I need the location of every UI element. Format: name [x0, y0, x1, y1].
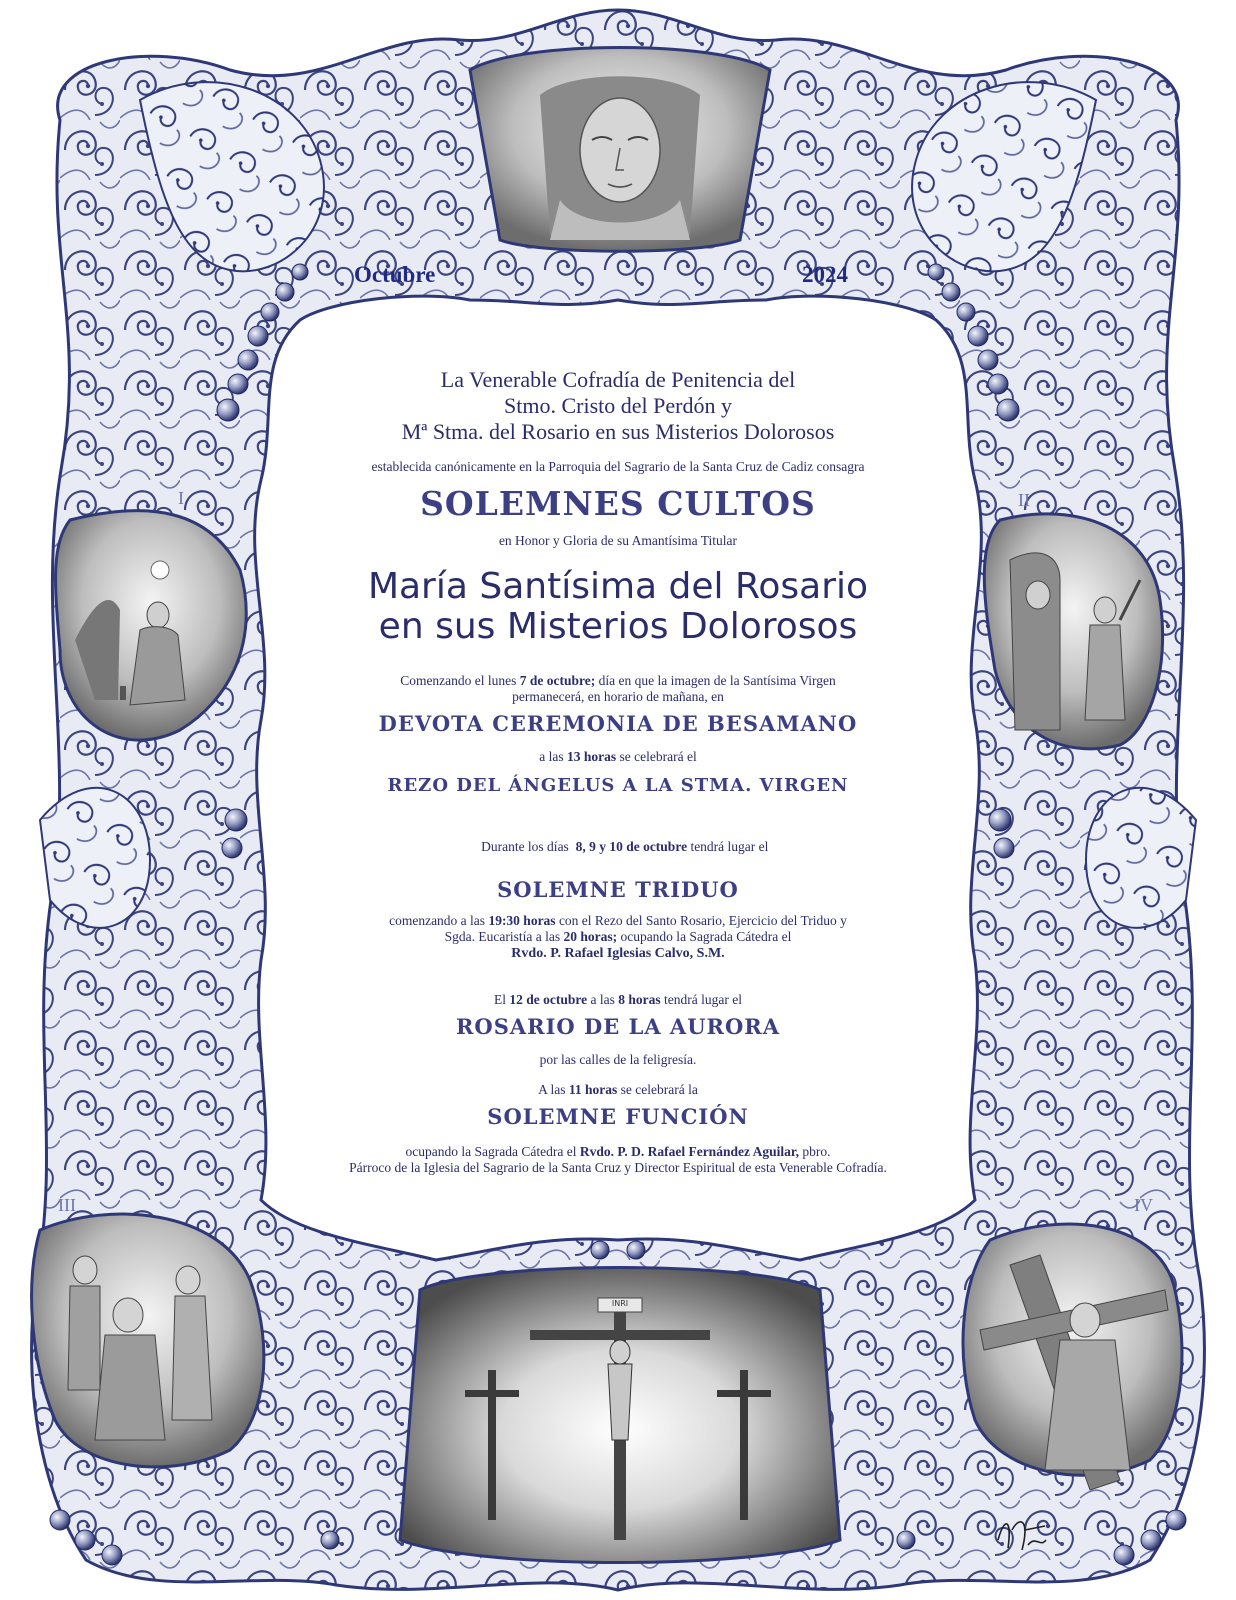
- angelus-intro: a las 13 horas se celebrará el: [539, 749, 697, 764]
- angelus-title: REZO DEL ÁNGELUS A LA STMA. VIRGEN: [387, 775, 849, 796]
- virgin-name-line-2: en sus Misterios Dolorosos: [378, 606, 858, 647]
- main-title: SOLEMNES CULTOS: [420, 484, 816, 523]
- header-month: Octubre: [354, 262, 436, 287]
- triduo-preacher: Rvdo. P. Rafael Iglesias Calvo, S.M.: [511, 946, 725, 961]
- funcion-desc-1: ocupando la Sagrada Cátedra el Rvdo. P. D. Rafael Fernández Aguilar, pbro.: [405, 1144, 831, 1159]
- announcement-text: [300, 355, 936, 1176]
- numeral-ii: II: [1018, 490, 1030, 510]
- numeral-iii: III: [58, 1195, 76, 1215]
- virgin-name-line-1: María Santísima del Rosario: [367, 566, 869, 607]
- aurora-intro: El 12 de octubre a las 8 horas tendrá lugar el: [494, 992, 742, 1007]
- triduo-desc-2: Sgda. Eucaristía a las 20 horas; ocupando la Sagrada Cátedra el: [444, 929, 792, 944]
- brotherhood-line-2: Stmo. Cristo del Perdón y: [504, 393, 732, 418]
- vignette-crucifixion: [400, 1268, 840, 1563]
- header-year: 2024: [802, 262, 848, 287]
- triduo-desc-1: comenzando a las 19:30 horas con el Rezo del Santo Rosario, Ejercicio del Triduo y: [389, 913, 847, 928]
- besamano-intro-2: permanecerá, en horario de mañana, en: [512, 689, 724, 704]
- funcion-title: SOLEMNE FUNCIÓN: [487, 1104, 749, 1129]
- triduo-intro: Durante los días 8, 9 y 10 de octubre tendrá lugar el: [481, 839, 769, 854]
- funcion-desc-2: Párroco de la Iglesia del Sagrario de la Santa Cruz y Director Espiritual de esta Venerable Cofradía.: [349, 1160, 887, 1175]
- inri-sign: INRI: [611, 1299, 629, 1308]
- virgin-face-vignette: [470, 48, 770, 252]
- numeral-i: I: [178, 488, 184, 508]
- funcion-intro: A las 11 horas se celebrará la: [538, 1082, 698, 1097]
- triduo-title: SOLEMNE TRIDUO: [497, 877, 739, 902]
- aurora-route: por las calles de la feligresía.: [539, 1052, 697, 1067]
- besamano-title: DEVOTA CEREMONIA DE BESAMANO: [378, 711, 858, 736]
- established-line: establecida canónicamente en la Parroquia del Sagrario de la Santa Cruz de Cadiz consagra: [371, 459, 865, 474]
- vignette-crowning: [32, 1214, 264, 1467]
- brotherhood-line-3: Mª Stma. del Rosario en sus Misterios Dolorosos: [401, 419, 835, 444]
- aurora-title: ROSARIO DE LA AURORA: [455, 1014, 781, 1039]
- besamano-intro: Comenzando el lunes 7 de octubre; día en que la imagen de la Santísima Virgen: [400, 673, 836, 688]
- numeral-iv: IV: [1134, 1195, 1153, 1215]
- honor-line: en Honor y Gloria de su Amantísima Titular: [498, 533, 738, 548]
- brotherhood-line-1: La Venerable Cofradía de Penitencia del: [440, 367, 796, 392]
